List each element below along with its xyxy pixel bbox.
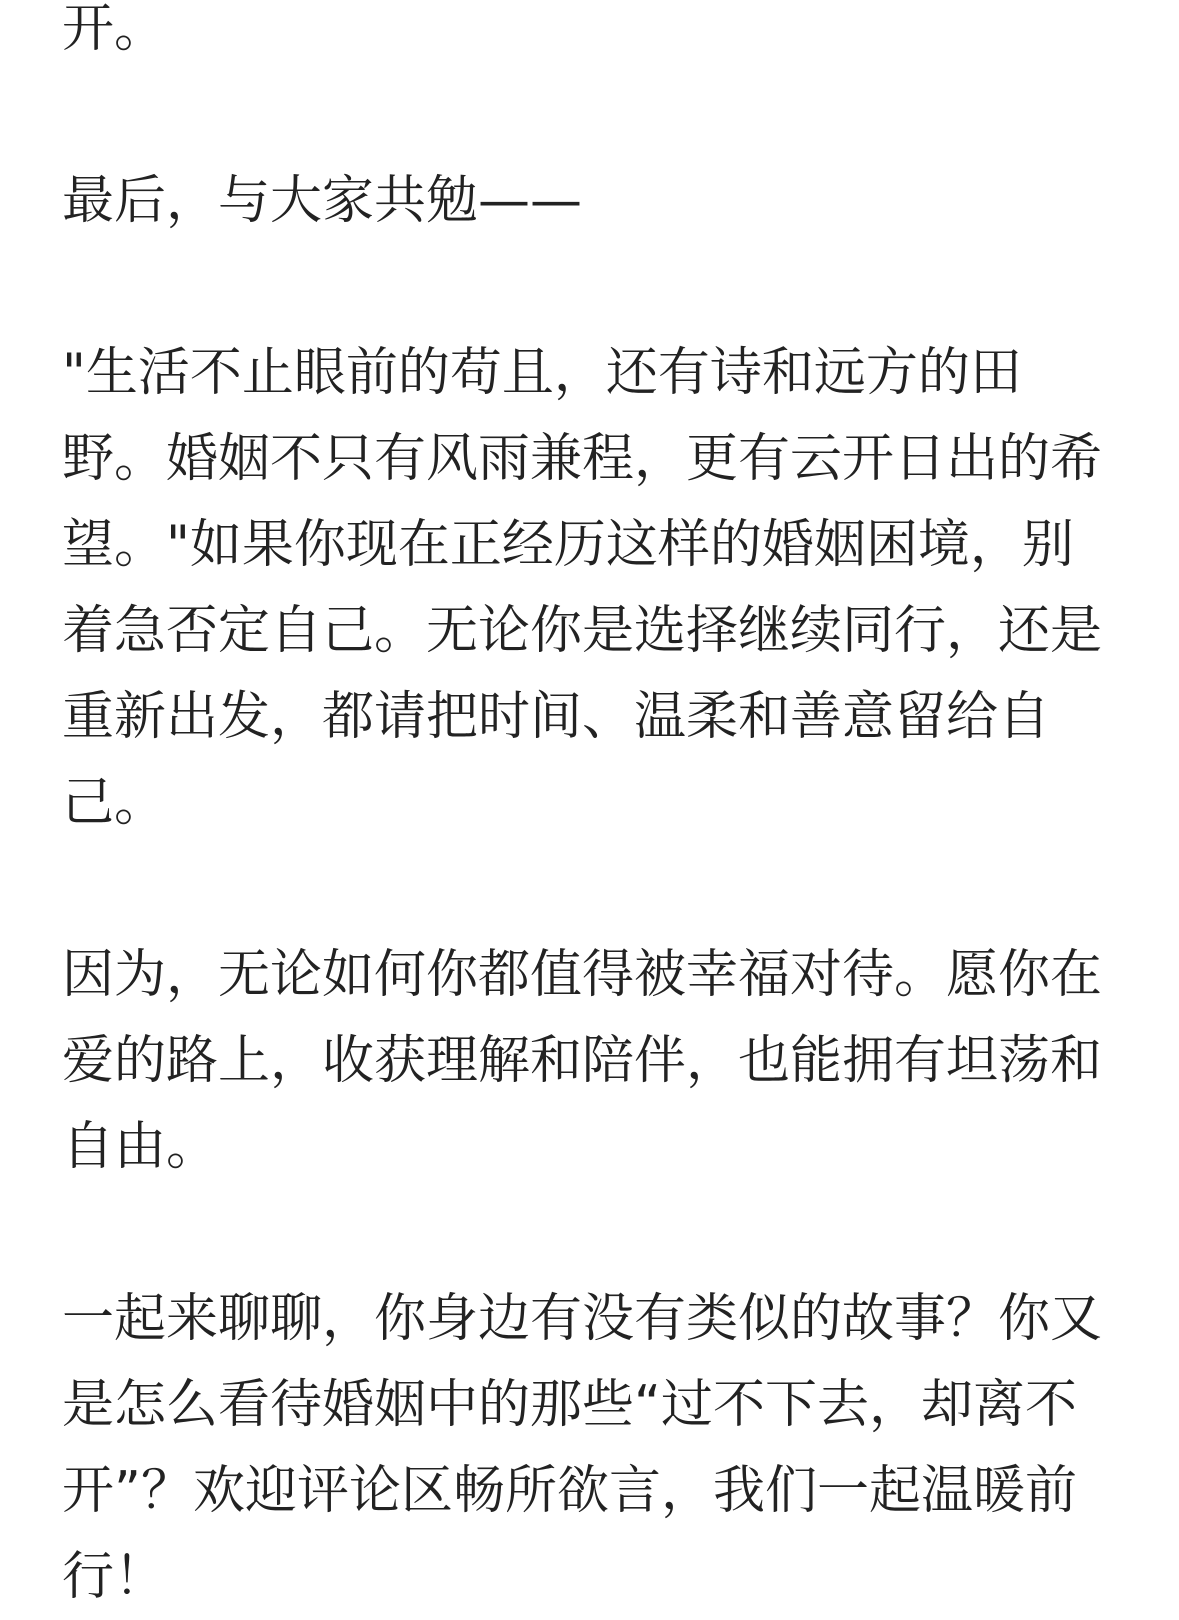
- paragraph-wish: 因为，无论如何你都值得被幸福对待。愿你在爱的路上，收获理解和陪伴，也能拥有坦荡和自由。: [62, 945, 1103, 1177]
- paragraph-closing-intro: 最后，与大家共勉——: [62, 171, 583, 231]
- paragraph-call-to-comment: 一起来聊聊，你身边有没有类似的故事？你又是怎么看待婚姻中的那些“过不下去，却离不开”？欢迎评论区畅所欲言，我们一起温暖前行！: [62, 1289, 1103, 1607]
- paragraph-quote: "生活不止眼前的苟且，还有诗和远方的田野。婚姻不只有风雨兼程，更有云开日出的希望。"如果你现在正经历这样的婚姻困境，别着急否定自己。无论你是选择继续同行，还是重新出发，都请把时间、温柔和善意留给自己。: [62, 343, 1103, 833]
- article-body: [62, 0, 1122, 1620]
- paragraph-continuation: 开。: [62, 0, 167, 59]
